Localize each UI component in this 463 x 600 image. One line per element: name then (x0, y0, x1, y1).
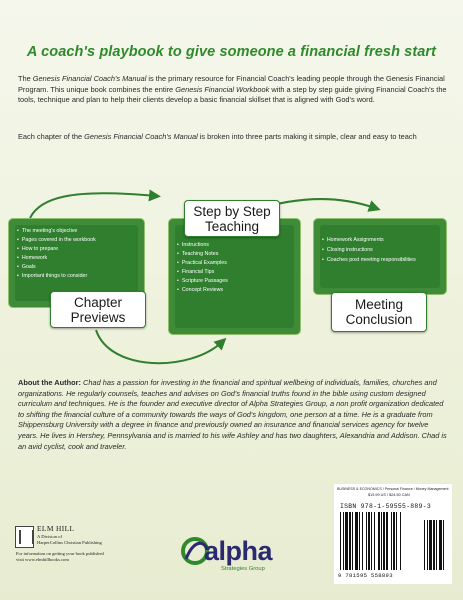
logo-wordmark: alpha (204, 536, 273, 566)
intro-paragraph: The Genesis Financial Coach's Manual is the primary resource for Financial Coach's leading people through the Genesis Financial Program. This unique book combines the entire Genesis Financial Workbook with a step by step guide giving Financial Coach's the tools, technique and plan to help their clients develop a basic financial skillset that is aligned with God's word. (18, 74, 447, 105)
label-line: Meeting (354, 297, 404, 312)
chapter-previews-label (50, 291, 146, 328)
author-heading: About the Author: (18, 378, 81, 387)
teaching-list (177, 241, 294, 296)
list-item: • Closing instructions (322, 245, 440, 255)
list-item: • Instructions (177, 241, 294, 250)
conclusion-list (322, 235, 440, 265)
about-author (18, 378, 448, 452)
list-item: • Teaching Notes (177, 250, 294, 259)
list-item: • The meeting's objective (17, 227, 138, 236)
list-item: • Financial Tips (177, 268, 294, 277)
label-line: Previews (70, 310, 126, 325)
isbn-text: ISBN 978-1-59555-889-3 (340, 503, 431, 510)
publisher-logo-icon (15, 526, 34, 548)
list-item: • Homework Assignments (322, 235, 440, 245)
arrow-to-teaching (30, 193, 155, 218)
publisher-website: visit www.elmhillbooks.com (16, 557, 69, 562)
logo-tagline: Strategies Group (221, 566, 265, 572)
chapter-structure-paragraph: Each chapter of the Genesis Financial Coach's Manual is broken into three parts making it simple, clear and easy to teach (18, 132, 417, 141)
barcode-number: 9 781595 558893 (338, 572, 393, 579)
list-item: • Pages covered in the workbook (17, 236, 138, 245)
label-line: Teaching (204, 219, 260, 234)
list-item: • How to prepare (17, 245, 138, 254)
list-item: • Practical Examples (177, 259, 294, 268)
publisher-info: For information on getting your book published (16, 551, 104, 556)
barcode-price: $19.99 US / $24.50 CAN (368, 493, 410, 497)
barcode-block (334, 484, 452, 584)
conclusion-panel (313, 218, 447, 295)
list-item: • Scripture Passages (177, 277, 294, 286)
list-item: • Homework (17, 254, 138, 263)
author-bio: Chad has a passion for investing in the financial and spiritual wellbeing of individuals, families, churches and organizations. He regularly counsels, teaches and advises on God's financial truths found in the bible using custom designed curriculum and techniques. He is the founder and executive director of Alpha Strategies Group, a non profit organization dedicated to shifting the financial culture of a community towards the ways of God's kingdom, one person at a time. He is a graduate from Shippensburg University with a degree in finance and previously owned an insurance and financial services agency for twelve years. He lives in Hershey, Pennsylvania and is married to his wife Ashley and has two daughters, Alexandria and Addison. Chad is an avid cyclist, cook and traveler. (18, 378, 447, 451)
step-by-step-teaching-label (184, 200, 280, 237)
list-item: • Coaches post meeting responsibilities (322, 255, 440, 265)
list-item: • Concept Reviews (177, 286, 294, 295)
list-item: • Goals (17, 263, 138, 272)
headline: A coach's playbook to give someone a financial fresh start (26, 44, 437, 60)
publisher-parent: HarperCollins Christian Publishing (37, 540, 102, 545)
meeting-conclusion-label (331, 292, 427, 332)
label-line: Conclusion (345, 312, 413, 327)
label-line: Step by Step (193, 204, 271, 219)
barcode-category: BUSINESS & ECONOMICS / Personal Finance / Money Management (337, 487, 449, 491)
previews-list (17, 227, 138, 282)
publisher-name: ELM HILL (37, 524, 75, 533)
list-item: • Important things to consider (17, 272, 138, 281)
alpha-logo (178, 535, 288, 579)
barcode-bars (340, 512, 448, 570)
publisher-division: A Division of (37, 534, 63, 539)
label-line: Chapter (73, 295, 123, 310)
